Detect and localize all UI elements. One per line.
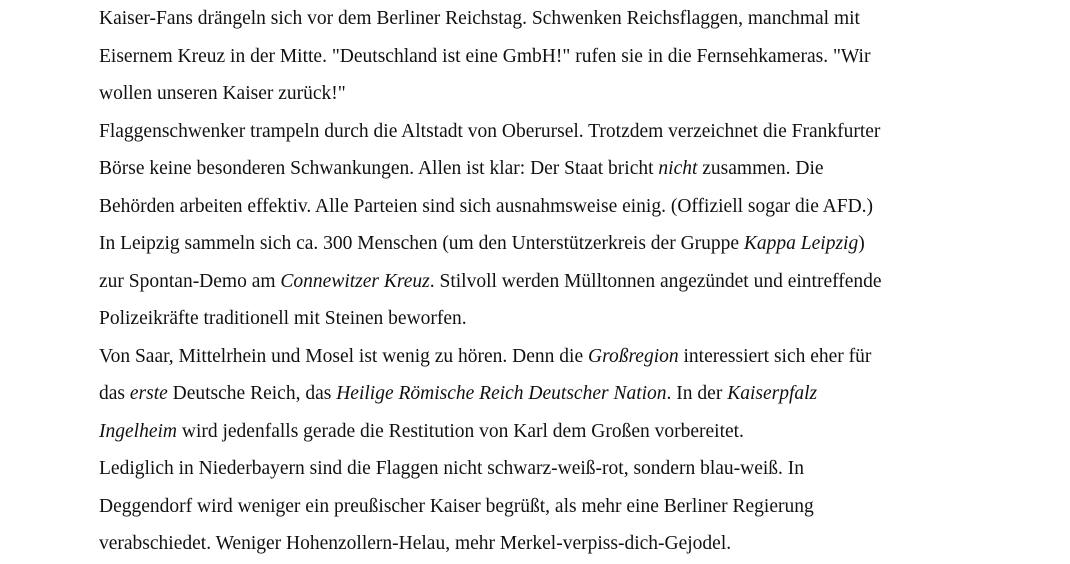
text-run: wird jedenfalls gerade die Restitution von Karl dem Großen vorbereitet.: [176, 420, 744, 442]
emphasis-text: Kappa Leipzig: [743, 233, 859, 254]
text-run: Eisernem Kreuz in der Mitte. "Deutschland ist eine GmbH!" rufen sie in die Fernsehkameras. "Wir: [99, 45, 871, 67]
text-line: [99, 188, 1059, 226]
emphasis-text: Großregion: [588, 345, 679, 367]
text-line: [99, 450, 1059, 488]
paragraph-niederbayern: [99, 450, 1059, 563]
text-line: [99, 75, 1059, 113]
text-run: zur Spontan-Demo am: [99, 270, 281, 292]
text-line: [99, 150, 1059, 188]
text-line: [99, 375, 1059, 413]
text-run: zusammen. Die: [697, 158, 824, 179]
text-run: interessiert sich eher für: [678, 345, 872, 367]
text-run: Von Saar, Mittelrhein und Mosel ist wenig zu hören. Denn die: [99, 345, 588, 367]
text-line: [99, 225, 1059, 263]
text-run: . In der: [666, 383, 728, 404]
text-line: [99, 300, 1059, 338]
text-line: [99, 113, 1059, 151]
paragraph-oberursel: [99, 113, 1059, 226]
text-line: [99, 263, 1059, 301]
text-run: Deggendorf wird weniger ein preußischer Kaiser begrüßt, als mehr eine Berliner Regierung: [99, 495, 814, 517]
text-run: ): [858, 233, 865, 254]
emphasis-text: Heilige Römische Reich Deutscher Nation: [336, 383, 667, 404]
emphasis-text: Connewitzer Kreuz: [280, 270, 430, 292]
text-run: wollen unseren Kaiser zurück!": [99, 83, 346, 104]
text-run: verabschiedet. Weniger Hohenzollern-Helau, mehr Merkel-verpiss-dich-Gejodel.: [99, 533, 732, 554]
article-body: [99, 0, 1059, 563]
text-run: Flaggenschwenker trampeln durch die Altstadt von Oberursel. Trotzdem verzeichnet die Frankfurter: [99, 120, 881, 142]
text-line: [99, 525, 1059, 563]
text-run: Lediglich in Niederbayern sind die Flaggen nicht schwarz-weiß-rot, sondern blau-weiß. In: [99, 458, 805, 479]
text-line: [99, 338, 1059, 376]
text-line: [99, 38, 1059, 76]
paragraph-leipzig: [99, 225, 1059, 338]
text-line: [99, 0, 1059, 38]
text-run: Behörden arbeiten effektiv. Alle Parteien sind sich ausnahmsweise einig. (Offiziell sogar die AFD.): [99, 195, 874, 217]
text-run: Kaiser-Fans drängeln sich vor dem Berliner Reichstag. Schwenken Reichsflaggen, manchmal mit: [99, 8, 860, 29]
emphasis-text: nicht: [658, 158, 698, 179]
text-run: Deutsche Reich, das: [167, 383, 337, 404]
text-run: . Stilvoll werden Mülltonnen angezündet und eintreffende: [429, 270, 882, 292]
text-run: Börse keine besonderen Schwankungen. Allen ist klar: Der Staat bricht: [99, 158, 659, 179]
paragraph-saar-mosel: [99, 338, 1059, 451]
paragraph-kaiser-fans: [99, 0, 1059, 113]
emphasis-text: Ingelheim: [99, 420, 177, 442]
text-line: [99, 413, 1059, 451]
text-line: [99, 488, 1059, 526]
text-run: Polizeikräfte traditionell mit Steinen beworfen.: [99, 308, 467, 329]
text-run: In Leipzig sammeln sich ca. 300 Menschen (um den Unterstützerkreis der Gruppe: [99, 233, 744, 254]
text-run: das: [99, 383, 130, 404]
emphasis-text: erste: [129, 383, 168, 404]
emphasis-text: Kaiserpfalz: [727, 383, 818, 404]
